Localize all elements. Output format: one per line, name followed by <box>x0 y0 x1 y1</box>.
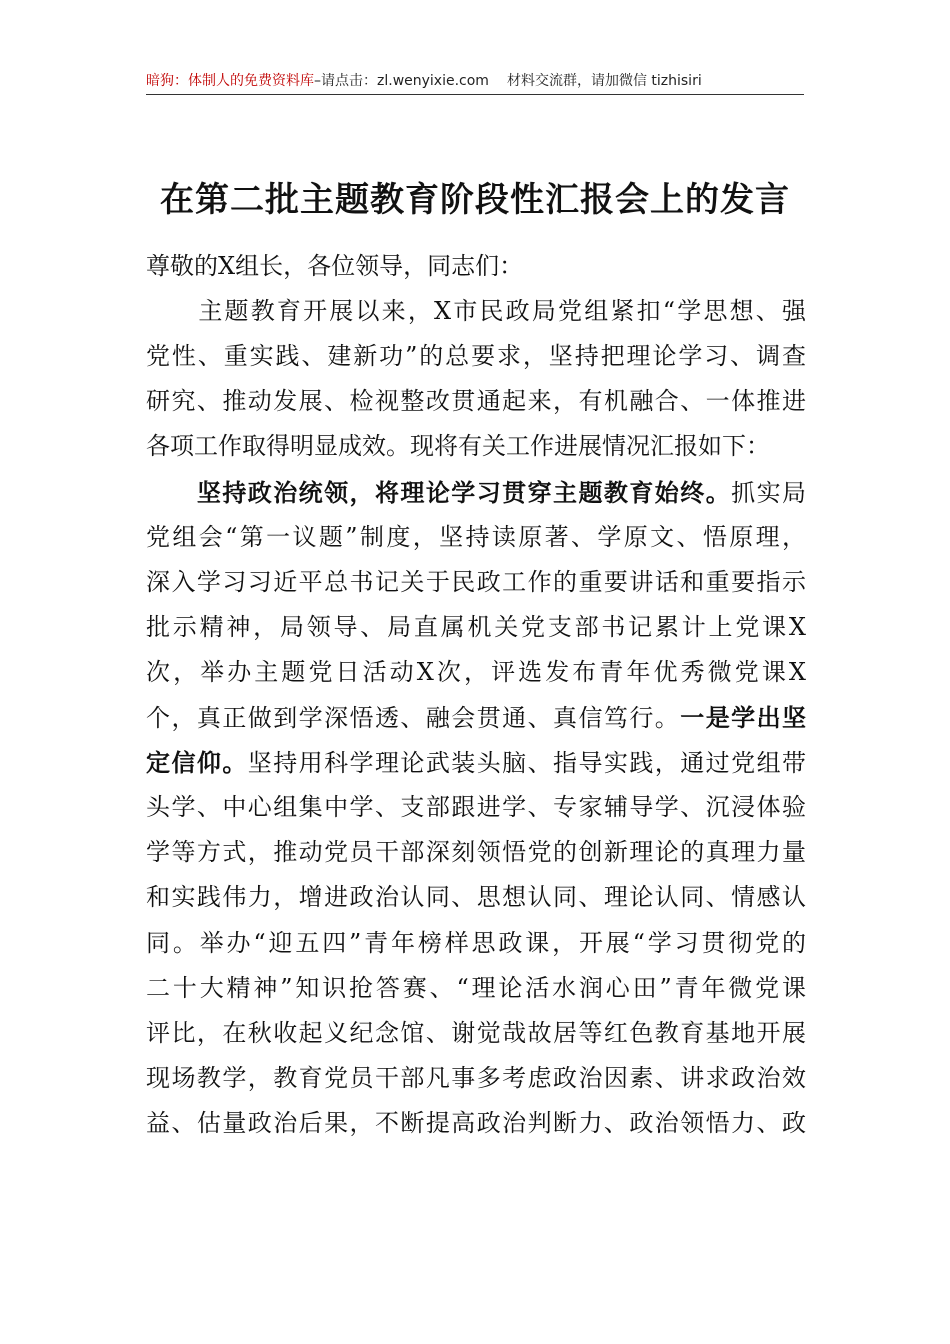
line-text: 同。举办“迎五四”青年榜样思政课，开展“学习贯彻党的 <box>146 928 806 957</box>
header-site-name: 暗狗：体制人的免费资料库 <box>146 73 314 89</box>
line-text: 抓实局 <box>731 478 807 507</box>
bold-heading-text: 坚持政治统领，将理论学习贯穿主题教育始终。 <box>196 477 732 507</box>
line-text: 主题教育开展以来，X市民政局党组紧扣“学思想、强 <box>146 297 806 326</box>
line-text: 党组会“第一议题”制度，坚持读原著、学原文、悟原理， <box>146 522 806 551</box>
body-line <box>146 785 806 830</box>
body-line <box>146 379 806 424</box>
document-title: 在第二批主题教育阶段性汇报会上的发言 <box>160 180 790 220</box>
body-line <box>146 966 806 1011</box>
body-line <box>146 921 806 966</box>
line-text: 和实践伟力，增进政治认同、思想认同、理论认同、情感认 <box>146 883 806 912</box>
body-line <box>146 875 806 920</box>
line-text: 尊敬的X组长，各位领导，同志们： <box>146 252 524 280</box>
line-text: 批示精神，局领导、局直属机关党支部书记累计上党课X <box>146 612 806 641</box>
line-text: 益、估量政治后果，不断提高政治判断力、政治领悟力、政 <box>146 1108 806 1137</box>
line-text: 个，真正做到学深悟透、融会贯通、真信笃行。 <box>146 704 681 732</box>
line-text: 深入学习习近平总书记关于民政工作的重要讲话和重要指示 <box>146 567 806 596</box>
line-text: 评比，在秋收起义纪念馆、谢觉哉故居等红色教育基地开展 <box>146 1018 806 1047</box>
line-text: 研究、推动发展、检视整改贯通起来，有机融合、一体推进 <box>146 387 806 416</box>
body-line <box>146 830 806 875</box>
line-text: 现场教学，教育党员干部凡事多考虑政治因素、讲求政治效 <box>146 1063 806 1092</box>
line-text: 头学、中心组集中学、支部跟进学、专家辅导学、沉浸体验 <box>146 793 806 822</box>
body-line <box>146 424 806 469</box>
line-text: 各项工作取得明显成效。现将有关工作进展情况汇报如下： <box>146 432 770 461</box>
watermark-header <box>146 68 804 95</box>
line-text: 党性、重实践、建新功”的总要求，坚持把理论学习、调查 <box>146 342 806 371</box>
body-line <box>146 1011 806 1056</box>
body-line <box>146 289 806 334</box>
body-line <box>146 740 806 785</box>
body-line <box>146 695 806 740</box>
body-line <box>146 515 806 560</box>
header-link-prefix: –请点击： <box>314 73 377 89</box>
bold-heading-text: 一是学出坚 <box>680 703 807 732</box>
line-text: 二十大精神”知识抢答赛、“理论活水润心田”青年微党课 <box>146 973 806 1002</box>
body-line <box>146 605 806 650</box>
bold-heading-text: 定信仰。 <box>146 748 248 778</box>
body-line <box>146 1056 806 1101</box>
body-line <box>146 560 806 605</box>
body-line <box>146 650 806 695</box>
body-line <box>146 334 806 379</box>
body-line <box>146 1101 806 1146</box>
header-link[interactable]: zl.wenyixie.com <box>377 73 489 89</box>
header-wechat-note: 材料交流群，请加微信 tizhisiri <box>506 73 702 89</box>
body-line <box>146 470 806 515</box>
line-text: 次，举办主题党日活动X次，评选发布青年优秀微党课X <box>146 657 806 686</box>
line-text: 坚持用科学理论武装头脑、指导实践，通过党组带 <box>247 749 807 778</box>
line-text: 学等方式，推动党员干部深刻领悟党的创新理论的真理力量 <box>146 838 806 867</box>
line-text <box>146 479 197 507</box>
body-line <box>146 244 806 289</box>
